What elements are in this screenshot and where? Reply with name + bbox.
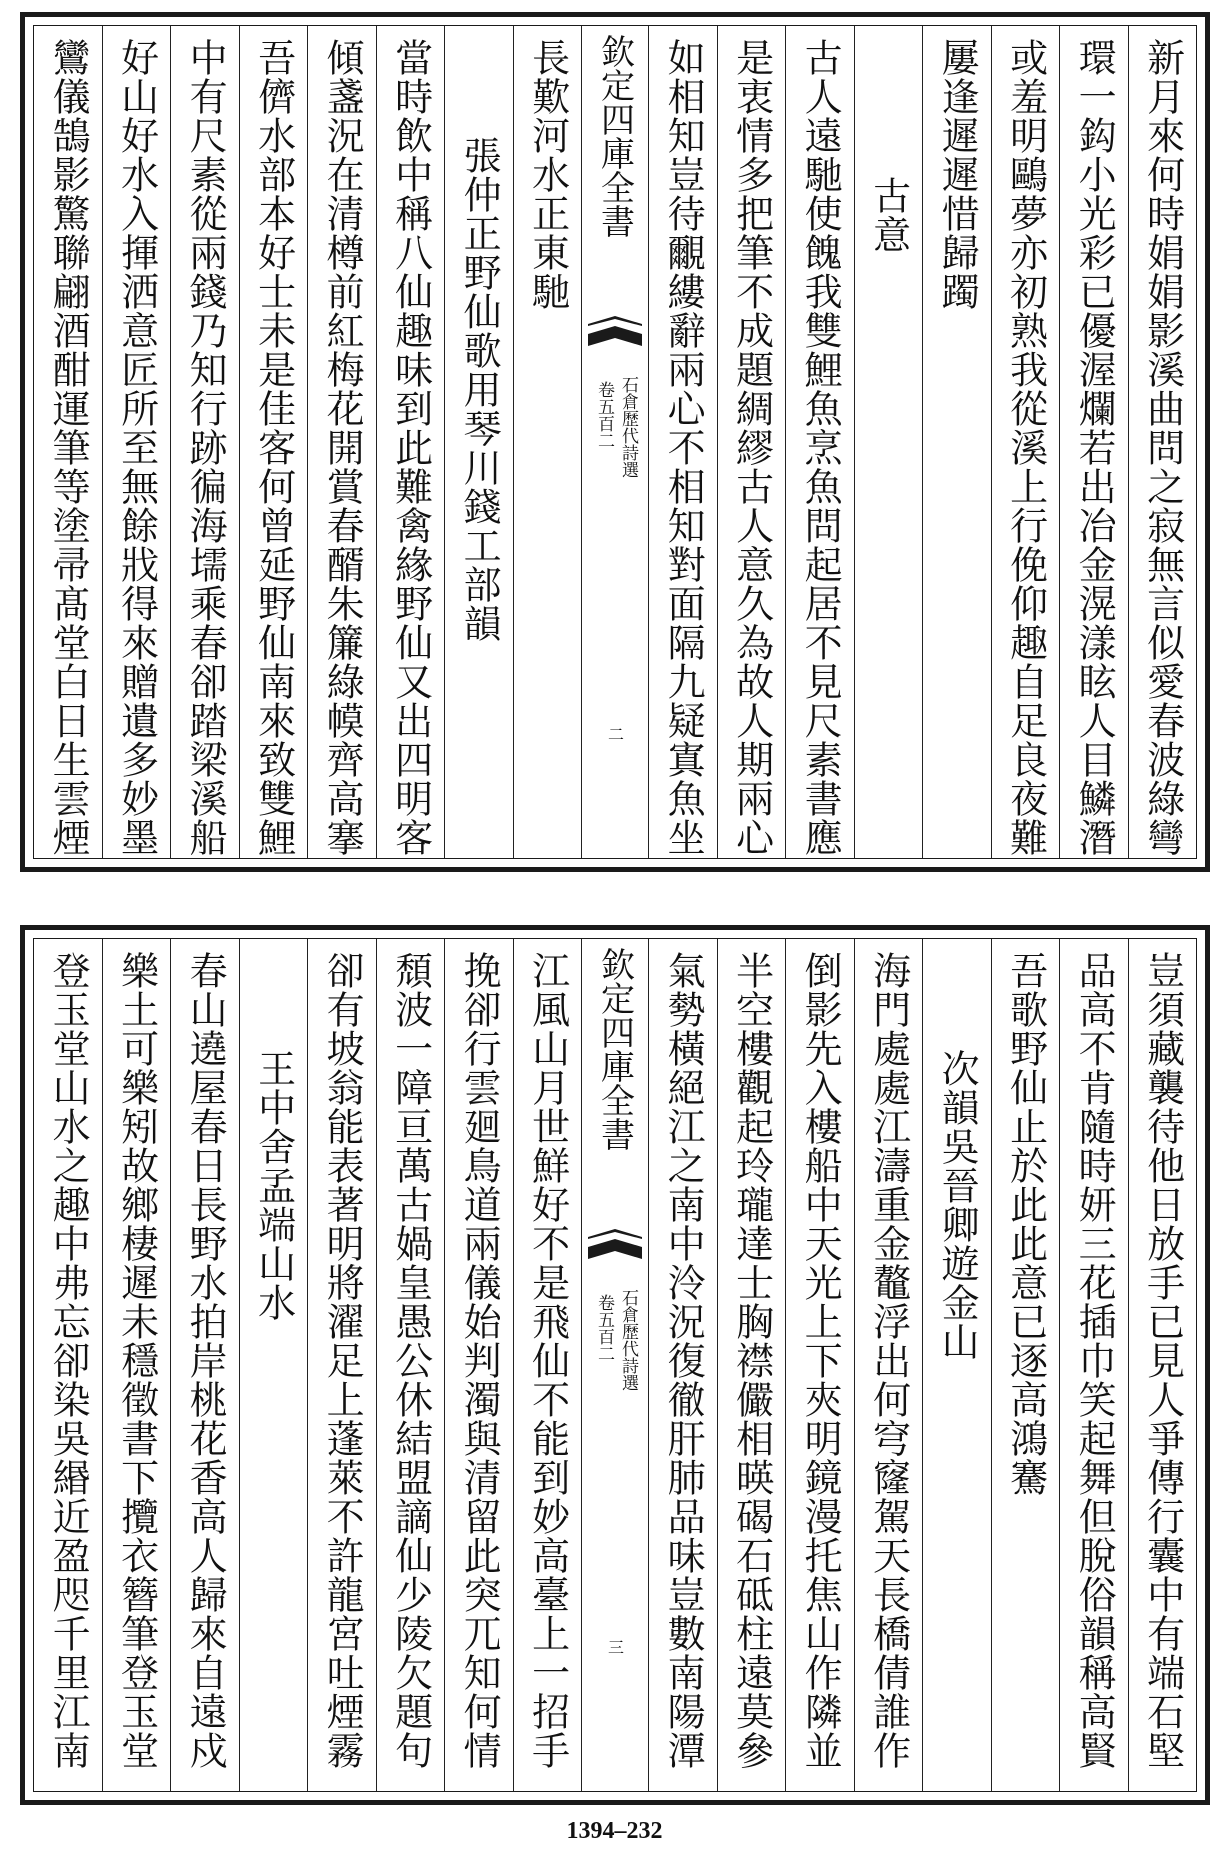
fish-tail-mark-icon (588, 316, 642, 346)
poem-title: 次韻吳晉卿遊金山 (935, 1049, 980, 1361)
text-column (717, 26, 786, 858)
text-frame-top (33, 25, 1197, 859)
column-text: 長歎河水正東馳 (525, 38, 570, 311)
column-text: 吾儕水部本好士未是佳客何曾延野仙南來致雙鯉 (251, 38, 296, 857)
page-reference: 1394–232 (566, 1818, 663, 1844)
banner-volume: 卷五百二 (594, 381, 614, 449)
banner-page-number: 三 (605, 1639, 625, 1655)
text-column (34, 939, 102, 1791)
fish-tail-mark-icon (588, 1229, 642, 1259)
center-banner (581, 939, 648, 1791)
column-text: 新月來何時娟娟影溪曲問之寂無言似愛春波綠彎 (1140, 38, 1185, 857)
poem-title: 古意 (866, 176, 911, 254)
text-column (170, 939, 239, 1791)
text-column (102, 26, 171, 858)
text-column (376, 26, 445, 858)
column-text: 倒影先入樓船中天光上下夾明鏡漫托焦山作隣並 (798, 951, 843, 1770)
text-column (239, 26, 308, 858)
text-column (785, 939, 854, 1791)
text-column (170, 26, 239, 858)
column-text: 品高不肯隨時妍三花插巾笑起舞但脫俗韻稱高賢 (1072, 951, 1117, 1770)
column-text: 環一鈎小光彩已優渥爛若出冶金滉漾眩人目鱗潛 (1072, 38, 1117, 857)
column-text: 當時飲中稱八仙趣味到此難禽緣野仙又出四明客 (388, 38, 433, 857)
text-column (239, 939, 308, 1791)
column-text: 或羞明鷗夢亦初熟我從溪上行俛仰趣自足良夜難 (1003, 38, 1048, 857)
column-text: 中有尺素從兩錢乃知行跡徧海壖乘春卻踏梁溪船 (183, 38, 228, 857)
column-text: 好山好水入揮洒意匠所至無餘戕得來贈遺多妙墨 (114, 38, 159, 857)
text-column (307, 939, 376, 1791)
text-column (991, 26, 1060, 858)
text-column (513, 939, 582, 1791)
page-panel-top (20, 12, 1210, 872)
text-column (648, 939, 717, 1791)
column-text: 春山遶屋春日長野水拍岸桃花香高人歸來自遠戍 (183, 951, 228, 1770)
text-column (444, 26, 513, 858)
poem-title: 張仲正野仙歌用琴川錢工部韻 (457, 136, 502, 643)
text-column (444, 939, 513, 1791)
column-text: 是衷情多把筆不成題綢繆古人意久為故人期兩心 (729, 38, 774, 857)
text-column (854, 939, 923, 1791)
poem-title: 王中舍孟端山水 (251, 1049, 296, 1322)
text-column (922, 26, 991, 858)
page-panel-bottom (20, 925, 1210, 1805)
column-text: 傾盞況在清樽前紅梅花開賞春醑朱簾綠幙齊高搴 (320, 38, 365, 857)
column-text: 頹波一障亘萬古媧皇愚公休結盟謫仙少陵欠題句 (388, 951, 433, 1770)
text-column (307, 26, 376, 858)
banner-page-number: 二 (605, 726, 625, 742)
column-text: 樂土可樂矧故鄉棲遲未穩徵書下攬衣簪筆登玉堂 (114, 951, 159, 1770)
text-column (1059, 939, 1128, 1791)
text-column (1128, 26, 1197, 858)
text-column (376, 939, 445, 1791)
column-text: 登玉堂山水之趣中弗忘卻染吳緡近盈咫千里江南 (46, 951, 91, 1770)
column-text: 挽卻行雲廻鳥道兩儀始判濁與清留此突兀知何情 (457, 951, 502, 1770)
column-text: 氣勢橫絕江之南中泠況復徹肝肺品味豈數南陽潭 (661, 951, 706, 1770)
text-column (717, 939, 786, 1791)
banner-collection: 石倉歷代詩選 (618, 376, 638, 478)
text-column (785, 26, 854, 858)
column-text: 如相知豈待覼縷辭兩心不相知對面隔九疑寘魚坐 (661, 38, 706, 857)
text-column (513, 26, 582, 858)
column-text: 江風山月世鮮好不是飛仙不能到妙高臺上一招手 (525, 951, 570, 1770)
text-column (922, 939, 991, 1791)
text-column (34, 26, 102, 858)
banner-title: 欽定四庫全書 (594, 34, 635, 238)
text-frame-bottom (33, 938, 1197, 1792)
banner-title: 欽定四庫全書 (594, 947, 635, 1151)
column-text: 古人遠馳使餽我雙鯉魚烹魚問起居不見尺素書應 (798, 38, 843, 857)
text-column (648, 26, 717, 858)
text-column (1059, 26, 1128, 858)
banner-volume: 卷五百二 (594, 1294, 614, 1362)
text-column (102, 939, 171, 1791)
column-text: 豈須藏襲待他日放手已見人爭傳行囊中有端石堅 (1140, 951, 1185, 1770)
column-text: 鸞儀鵠影驚聯翩酒酣運筆等塗帚髙堂白日生雲煙 (46, 38, 91, 857)
banner-collection: 石倉歷代詩選 (618, 1289, 638, 1391)
text-column (854, 26, 923, 858)
column-text: 卻有坡翁能表著明將濯足上蓬萊不許龍宮吐煙霧 (320, 951, 365, 1770)
text-column (991, 939, 1060, 1791)
column-text: 屢逢遲遲惜歸躅 (935, 38, 980, 311)
center-banner (581, 26, 648, 858)
column-text: 半空樓觀起玲瓏達士胸襟儼相暎碣石砥柱遠莫參 (729, 951, 774, 1770)
column-text: 吾歌野仙止於此此意已逐高鴻騫 (1003, 951, 1048, 1497)
text-column (1128, 939, 1197, 1791)
column-text: 海門處處江濤重金鼇浮出何穹窿駕天長橋倩誰作 (866, 951, 911, 1770)
